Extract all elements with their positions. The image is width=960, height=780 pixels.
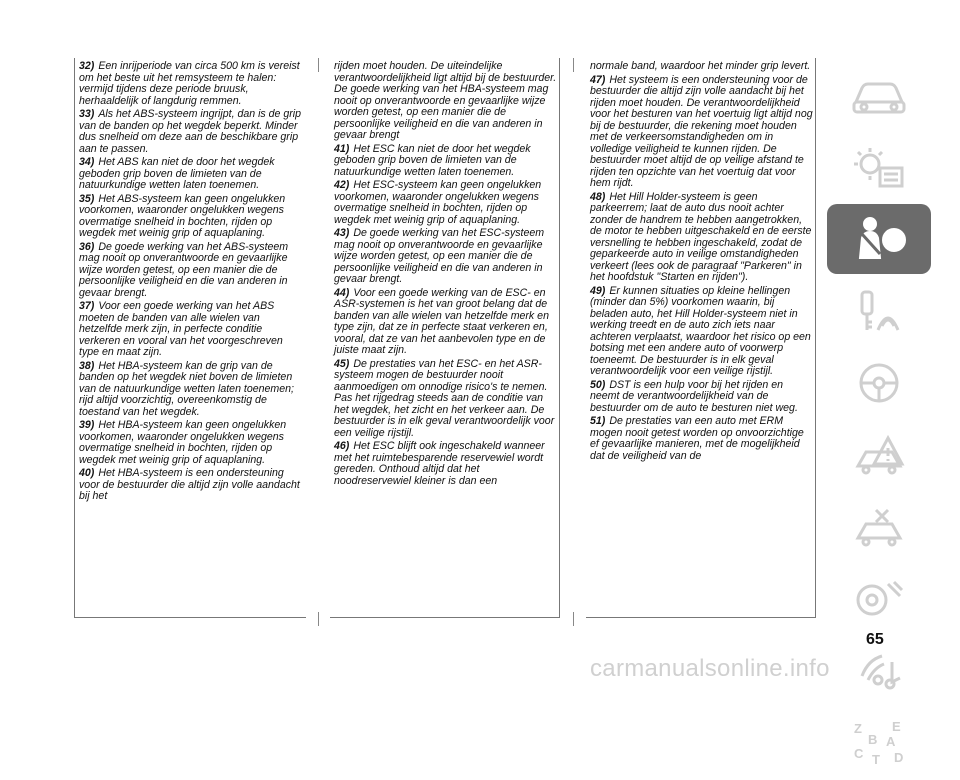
footnote-text: Het HBA-systeem is een ondersteuning voor de bestuurder die altijd zijn volle aandacht bij het <box>79 467 300 502</box>
footnote <box>334 144 557 179</box>
footnote-number: 37) <box>79 300 95 312</box>
footnote-number: 51) <box>590 415 606 427</box>
footnote-text: Het systeem is een ondersteuning voor de bestuurder die altijd zijn volle aandacht bij het rijden moet houden. De verantwoordelijkheid voor het besturen van het voertuig ligt altijd nog bij de bestuurder, die rekening moet houden met de verkeersomstandigheden om in volledige veiligheid te kunnen rijden. De bestuurder moet altijd de op veilige afstand te rijden ten opzichte van het voertuig dat voor hem rijdt. <box>590 73 813 189</box>
sidebar-item-technical-data[interactable] <box>827 564 931 634</box>
footnote-number: 44) <box>334 286 350 299</box>
footnote-number: 43) <box>334 227 350 239</box>
footnote-text: Het ESC kan niet de door het wegdek geboden grip boven de limieten van de natuurkundige wetten laten toenemen. <box>334 142 531 178</box>
footnote <box>334 61 557 142</box>
footnote-number: 41) <box>334 142 350 155</box>
footnote-text: Als het ABS-systeem ingrijpt, dan is de grip van de banden op het wegdek beperkt. Minder dus snelheid om deze aan de beschikbare grip aan te passen. <box>79 108 302 155</box>
footnote-number: 42) <box>334 179 350 191</box>
emergency-warning-icon <box>848 430 910 480</box>
seat-belt-airbag-icon <box>848 214 910 264</box>
footnote <box>590 416 813 462</box>
footnote <box>334 288 557 357</box>
footnote-text: De prestaties van het ESC- en het ASR-systeem mogen de bestuurder nooit aanmoedigen om onnodige risico's te nemen. Pas het rijgedrag steeds aan de conditie van het wegdek, het zicht en het verkeer aan. De bestuurder is in elk geval verantwoordelijk voor een veilige rijstijl. <box>334 357 555 439</box>
footnote <box>334 180 557 226</box>
footnote <box>79 361 304 419</box>
notes-column-2 <box>330 58 560 618</box>
footnote <box>590 286 813 378</box>
footnote <box>590 75 813 190</box>
footnote-number: 38) <box>79 359 95 372</box>
watermark: carmanualsonline.info <box>590 655 830 682</box>
sidebar-item-maintenance[interactable] <box>827 492 931 562</box>
footnote <box>590 192 813 284</box>
footnote-number: 48) <box>590 190 606 203</box>
index-letter: E <box>892 719 901 734</box>
footnote-text: Het ABS-systeem kan geen ongelukken voorkomen, waaronder ongelukken wegens overmatige snelheid in bochten, rijden op wegdek met weinig grip of aquaplaning. <box>79 192 286 239</box>
footnote-number: 50) <box>590 378 606 391</box>
footnote-number: 47) <box>590 73 606 86</box>
column-divider <box>573 58 574 72</box>
key-starting-icon <box>848 286 910 336</box>
footnote-text: De goede werking van het ESC-systeem mag nooit op onverantwoorde en gevaarlijke wijze worden getest, op een manier die de persoonlijke veiligheid en die van anderen in gevaar brengt. <box>334 227 545 285</box>
footnote-number: 34) <box>79 156 95 168</box>
footnote <box>334 441 557 487</box>
footnote-text: Een inrijperiode van circa 500 km is vereist om het beste uit het remsysteem te halen: vermijd tijdens deze periode bruusk, herhaaldelijk of langdurig remmen. <box>79 60 300 107</box>
footnote-number: 40) <box>79 467 95 479</box>
sidebar-item-dashboard[interactable] <box>827 60 931 130</box>
footnote-text: Het HBA-systeem kan de grip van de banden op het wegdek niet boven de limieten van de natuurkundige wetten laten toenemen; rijd altijd voorzichtig, overeenkomstig de toestand van het wegdek. <box>79 359 294 418</box>
notes-column-3 <box>586 58 816 618</box>
footnote-text: Het ABS kan niet de door het wegdek geboden grip boven de limieten van de natuurkundige wetten laten toenemen. <box>79 156 275 191</box>
footnote <box>79 157 304 192</box>
car-dashboard-icon <box>848 70 910 120</box>
sidebar-item-index[interactable] <box>827 708 931 778</box>
footnote <box>79 194 304 240</box>
footnote-number: 33) <box>79 108 95 120</box>
footnote-text: De goede werking van het ABS-systeem mag nooit op onverantwoorde en gevaarlijke wijze worden getest, op een manier die de persoonlijke veiligheid en die van anderen in gevaar brengt. <box>79 240 289 299</box>
footnote <box>334 359 557 440</box>
footnote-text: Het HBA-systeem kan geen ongelukken voorkomen, waaronder ongelukken wegens overmatige snelheid in bochten, rijden op wegdek met weinig grip of aquaplaning. <box>79 419 287 466</box>
index-letter: D <box>894 750 904 765</box>
footnote-text: Er kunnen situaties op kleine hellingen (minder dan 5%) voorkomen waarin, bij beladen auto, het Hill Holder-systeem niet in werking treedt en de auto zich iets naar achteren verplaatst, waardoor het risico op een botsing met een andere auto of voorwerp toeneemt. De bestuurder is in elk geval verantwoordelijk voor een veilige rijstijl. <box>590 284 811 377</box>
index-letters-icon <box>848 718 910 768</box>
footnote-number: 46) <box>334 440 350 452</box>
footnote-text: rijden moet houden. De uiteindelijke verantwoordelijkheid ligt altijd bij de bestuurder. De goede werking van het HBA-systeem mag nooit op onverantwoorde en gevaarlijke wijze worden getest, op een manier die de persoonlijke veiligheid en die van anderen in gevaar brengt <box>334 60 557 141</box>
index-letter: A <box>886 734 896 749</box>
sidebar-item-warning-lights[interactable] <box>827 132 931 202</box>
warning-lights-icon <box>848 142 910 192</box>
sidebar-item-starting[interactable] <box>827 276 931 346</box>
footnote <box>79 468 304 503</box>
footnote-text: De prestaties van een auto met ERM mogen nooit getest worden op onvoorzichtige ef gevaarlijke manieren, met de mogelijkheid dat de veiligheid van de <box>590 415 804 462</box>
footnote <box>79 242 304 300</box>
footnote-text: Het ESC-systeem kan geen ongelukken voorkomen, waaronder ongelukken wegens overmatige snelheid in bochten, rijden op wegdek met weinig grip of aquaplaning. <box>334 179 542 226</box>
footnote <box>79 301 304 359</box>
maintenance-tools-icon <box>848 502 910 552</box>
chapter-sidebar <box>827 60 931 780</box>
footnote-number: 39) <box>79 419 95 431</box>
footnote <box>79 420 304 466</box>
footnote-text: Voor een goede werking van het ABS moeten de banden van alle wielen van hetzelfde merk zijn, in perfecte conditie verkeren en vooral van het voorgeschreven type en maat zijn. <box>79 300 283 358</box>
footnote <box>79 109 304 155</box>
steering-wheel-icon <box>848 358 910 408</box>
column-divider <box>573 612 574 626</box>
column-divider <box>318 58 319 72</box>
technical-data-icon <box>848 574 910 624</box>
sidebar-item-safety[interactable] <box>827 204 931 274</box>
footnote <box>590 61 813 73</box>
footnote-number: 36) <box>79 240 95 253</box>
multimedia-icon <box>848 646 910 696</box>
page-number: 65 <box>866 631 884 648</box>
footnote <box>334 228 557 286</box>
index-letter: C <box>854 746 864 761</box>
footnote-text: Het ESC blijft ook ingeschakeld wanneer met het ruimtebesparende reservewiel wordt gereden. Onthoud altijd dat het noodreservewiel kleiner is dan een <box>334 440 545 487</box>
footnote-text: DST is een hulp voor bij het rijden en neemt de verantwoordelijkheid van de bestuurder om de auto te besturen niet weg. <box>590 378 798 414</box>
index-letter: T <box>872 752 880 767</box>
sidebar-item-driving[interactable] <box>827 348 931 418</box>
index-letter: Z <box>854 721 862 736</box>
footnote-text: Het Hill Holder-systeem is geen parkeerrem; laat de auto dus nooit achter zonder de handrem te hebben aangetrokken, de motor te hebben uitgeschakeld en de eerste versnelling te hebben ingeschakeld, zodat de geparkeerde auto in veilige omstandigheden verkeert (lees ook de paragraaf "Parkeren" in het hoofdstuk "Starten en rijden"). <box>590 190 812 283</box>
sidebar-item-emergency[interactable] <box>827 420 931 490</box>
footnote <box>79 61 304 107</box>
footnote-number: 32) <box>79 60 95 72</box>
footnote-number: 49) <box>590 284 606 297</box>
footnote-number: 45) <box>334 357 350 370</box>
notes-column-1 <box>74 58 306 618</box>
footnote-text: Voor een goede werking van de ESC- en ASR-systemen is het van groot belang dat de banden van alle wielen van hetzelfde merk en type zijn, dat ze in perfecte staat verkeren en, vooral, dat ze van het aanbevolen type en de juiste maat zijn. <box>334 286 549 356</box>
column-divider <box>318 612 319 626</box>
index-letter: B <box>868 732 878 747</box>
footnote-number: 35) <box>79 192 95 205</box>
footnote-text: normale band, waardoor het minder grip levert. <box>590 60 811 72</box>
footnote <box>590 380 813 415</box>
